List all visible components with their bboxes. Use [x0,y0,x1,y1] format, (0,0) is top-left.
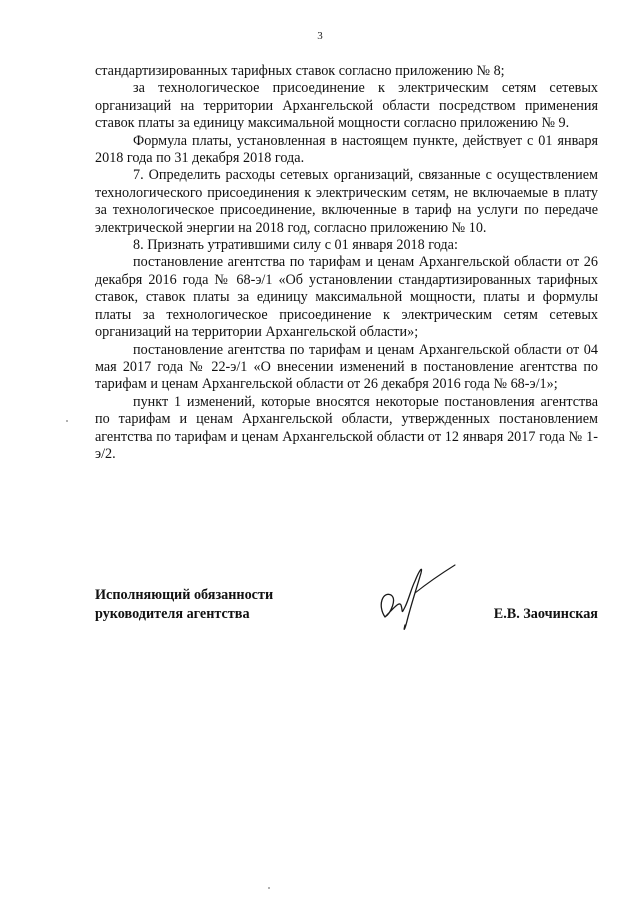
paragraph: за технологическое присоединение к электрическим сетям сетевых организаций на территории Архангельской области посредством применения ставок платы за единицу максимальной мощности согласно приложению № 9. [95,80,598,132]
paragraph: 7. Определить расходы сетевых организаций, связанные с осуществлением технологического присоединения к электрическим сетям, не включаемые в плату за технологическое присоединение, включенные в тариф на услуги по передаче электрической энергии на 2018 год, согласно приложению № 10. [95,167,598,236]
signatory-title-line-1: Исполняющий обязанности [95,587,274,603]
signature-block [95,586,598,646]
paragraph: 8. Признать утратившими силу с 01 января 2018 года: [133,237,458,254]
page-number: 3 [317,30,323,42]
signatory-title-line-2: руководителя агентства [95,606,250,622]
paragraph: постановление агентства по тарифам и ценам Архангельской области от 04 мая 2017 года № 22-э/1 «О внесении изменений в постановление агентства по тарифам и ценам Архангельской области от 26 декабря 2016 года № 68-э/1»; [95,341,598,393]
signatory-name: Е.В. Заочинская [493,606,598,622]
paragraph: пункт 1 изменений, которые вносятся некоторые постановления агентства по тарифам и ценам Архангельской области, утвержденных постановлением агентства по тарифам и ценам Архангельской области от 12 января 2017 года № 1-э/2. [95,393,598,462]
scan-speck [268,887,270,889]
document-body [95,63,598,463]
scan-speck [66,420,68,422]
signatory-title [95,586,335,624]
paragraph: Формула платы, установленная в настоящем пункте, действует с 01 января 2018 года по 31 декабря 2018 года. [95,132,598,167]
paragraph: постановление агентства по тарифам и ценам Архангельской области от 26 декабря 2016 года № 68-э/1 «Об установлении стандартизированных тарифных ставок, ставок платы за единицу максимальной мощности, платы и формулы платы за технологическое присоединение к электрическим сетям сетевых организаций на территории Архангельской области»; [95,254,598,341]
paragraph: стандартизированных тарифных ставок согласно приложению № 8; [95,63,505,79]
